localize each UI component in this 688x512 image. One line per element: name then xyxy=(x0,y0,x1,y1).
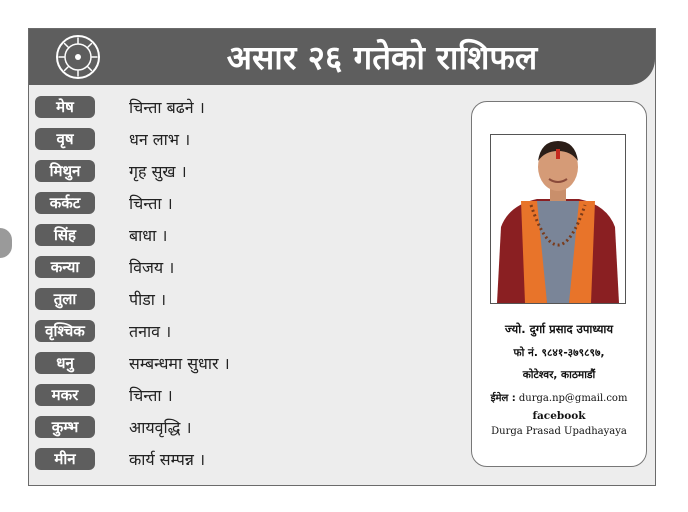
prediction-text: पीडा । xyxy=(129,290,167,309)
prediction-text: चिन्ता । xyxy=(129,386,173,405)
prediction-text: चिन्ता । xyxy=(129,194,173,213)
prediction-text: गृह सुख । xyxy=(129,162,187,181)
facebook-name: Durga Prasad Upadhayaya xyxy=(491,426,627,437)
astrologer-phone: फो नं. ९८४१-३७९८९७, xyxy=(513,347,605,359)
horoscope-row xyxy=(35,317,475,347)
horoscope-row xyxy=(35,253,475,283)
prediction-text: सम्बन्धमा सुधार । xyxy=(129,354,230,373)
sign-badge: कर्कट xyxy=(35,192,95,214)
person-portrait-icon xyxy=(491,135,625,303)
sign-badge: मेष xyxy=(35,96,95,118)
sign-badge: वृष xyxy=(35,128,95,150)
prediction-text: तनाव । xyxy=(129,322,172,341)
sign-badge: मीन xyxy=(35,448,95,470)
astrologer-panel xyxy=(471,101,647,467)
sign-badge: मकर xyxy=(35,384,95,406)
horoscope-card xyxy=(28,28,656,486)
sign-badge: कन्या xyxy=(35,256,95,278)
horoscope-row xyxy=(35,125,475,155)
prediction-text: धन लाभ । xyxy=(129,130,191,149)
horoscope-row xyxy=(35,93,475,123)
astrologer-address: कोटेश्वर, काठमाडौं xyxy=(522,369,596,381)
email-line xyxy=(472,390,646,404)
horoscope-row xyxy=(35,349,475,379)
zodiac-wheel-icon xyxy=(55,34,101,80)
prediction-text: कार्य सम्पन्न । xyxy=(129,450,206,469)
sign-badge: तुला xyxy=(35,288,95,310)
header-bar xyxy=(29,29,655,85)
sign-badge: मिथुन xyxy=(35,160,95,182)
horoscope-row xyxy=(35,413,475,443)
horoscope-row xyxy=(35,285,475,315)
sign-badge: कुम्भ xyxy=(35,416,95,438)
sign-badge: सिंह xyxy=(35,224,95,246)
facebook-label: facebook xyxy=(532,410,586,422)
horoscope-row xyxy=(35,221,475,251)
sign-badge: धनु xyxy=(35,352,95,374)
prediction-text: बाधा । xyxy=(129,226,168,245)
sign-badge: वृश्चिक xyxy=(35,320,95,342)
astrologer-photo xyxy=(490,134,626,304)
email-address: durga.np@gmail.com xyxy=(518,393,628,404)
astrologer-name: ज्यो. दुर्गा प्रसाद उपाध्याय xyxy=(504,322,614,336)
prediction-text: विजय । xyxy=(129,258,175,277)
horoscope-row xyxy=(35,445,475,475)
email-label: ईमेल : xyxy=(490,393,516,404)
prediction-text: चिन्ता बढने । xyxy=(129,98,205,117)
horoscope-row xyxy=(35,157,475,187)
horoscope-row xyxy=(35,381,475,411)
page-title: असार २६ गतेको राशिफल xyxy=(226,38,538,77)
horoscope-row xyxy=(35,189,475,219)
side-tab xyxy=(0,228,12,258)
prediction-text: आयवृद्धि । xyxy=(129,418,192,437)
